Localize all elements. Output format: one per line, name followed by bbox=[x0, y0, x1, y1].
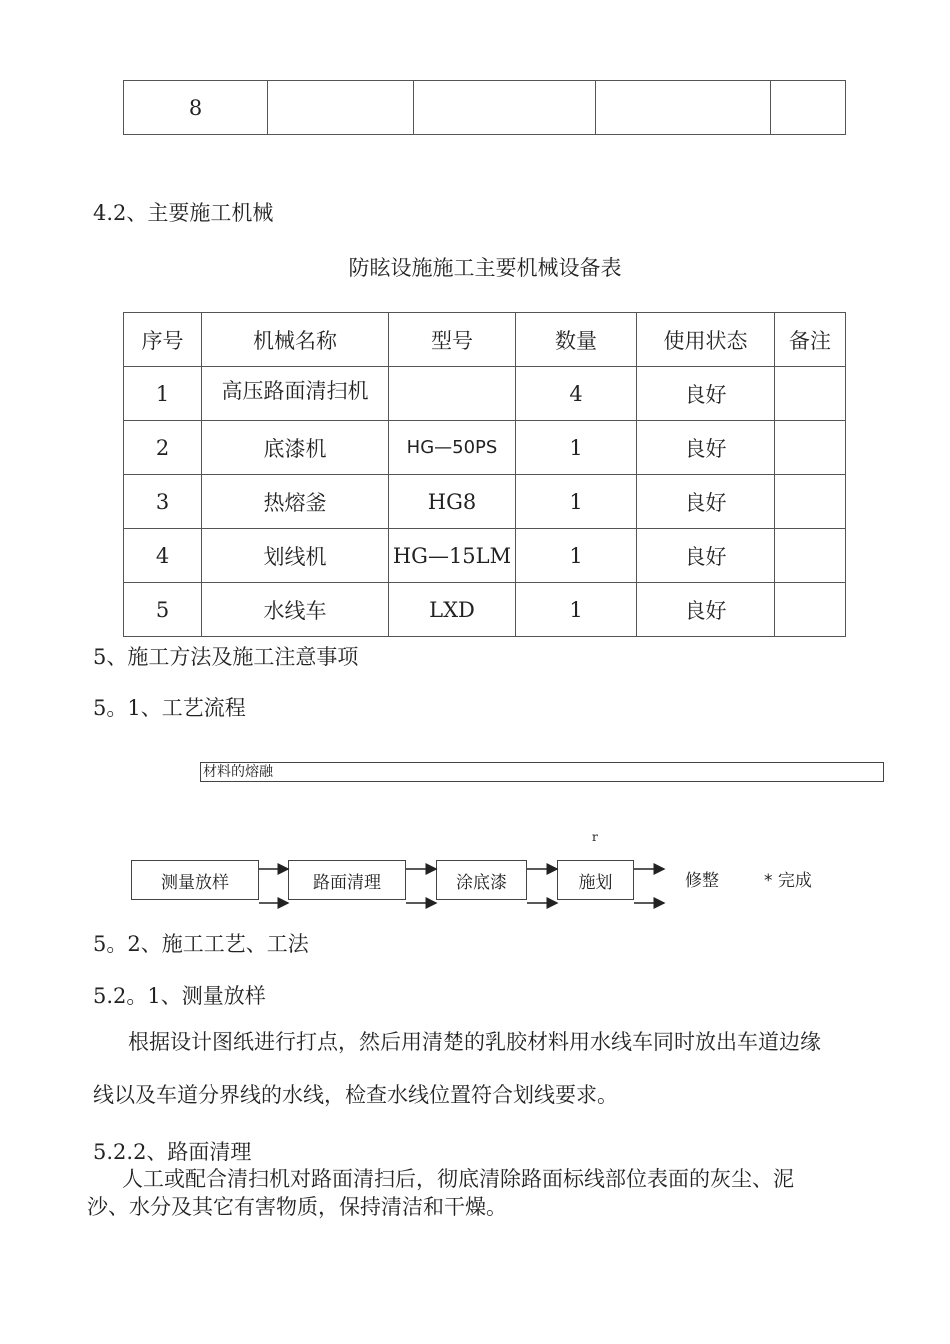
header-cell: 机械名称 bbox=[202, 313, 389, 367]
section-heading: 4.2、主要施工机械 bbox=[93, 201, 274, 225]
row-name: 高压路面清扫机 bbox=[202, 367, 389, 421]
row-no: 3 bbox=[124, 475, 202, 529]
row-status: 良好 bbox=[637, 421, 775, 475]
section-heading: 5。2、施工工艺、工法 bbox=[93, 932, 309, 956]
paragraph-line: 沙、水分及其它有害物质，保持清洁和干燥。 bbox=[87, 1195, 507, 1219]
row-status: 良好 bbox=[637, 367, 775, 421]
row-name: 热熔釜 bbox=[202, 475, 389, 529]
flow-step-survey: 测量放样 bbox=[131, 860, 259, 900]
row-model: HG—15LM bbox=[389, 529, 516, 583]
flow-step-cleaning: 路面清理 bbox=[288, 860, 406, 900]
flow-mark: r bbox=[592, 830, 598, 844]
section-heading: 5.2.2、路面清理 bbox=[93, 1140, 252, 1164]
row-no: 4 bbox=[124, 529, 202, 583]
section-heading: 5、施工方法及施工注意事项 bbox=[93, 645, 359, 669]
flow-step-primer: 涂底漆 bbox=[436, 860, 527, 900]
row-qty: 1 bbox=[516, 529, 637, 583]
paragraph-line: 根据设计图纸进行打点，然后用清楚的乳胶材料用水线车同时放出车道边缘 bbox=[128, 1030, 821, 1054]
row-status: 良好 bbox=[637, 529, 775, 583]
row-qty: 1 bbox=[516, 475, 637, 529]
flow-tail-trim: 修整 bbox=[685, 871, 719, 891]
header-cell: 备注 bbox=[775, 313, 846, 367]
row-no: 5 bbox=[124, 583, 202, 637]
row-qty: 1 bbox=[516, 583, 637, 637]
section-heading: 5。1、工艺流程 bbox=[93, 696, 246, 720]
row-model: HG—50PS bbox=[389, 421, 516, 475]
flow-step-marking: 施划 bbox=[557, 860, 634, 900]
row-name: 水线车 bbox=[202, 583, 389, 637]
row-name: 划线机 bbox=[202, 529, 389, 583]
row-model: LXD bbox=[389, 583, 516, 637]
row-name: 底漆机 bbox=[202, 421, 389, 475]
section-heading: 5.2。1、测量放样 bbox=[93, 984, 266, 1008]
row-no: 1 bbox=[124, 367, 202, 421]
row-no: 2 bbox=[124, 421, 202, 475]
header-cell: 数量 bbox=[516, 313, 637, 367]
paragraph-line: 人工或配合清扫机对路面清扫后，彻底清除路面标线部位表面的灰尘、泥 bbox=[122, 1167, 794, 1191]
row-model: HG8 bbox=[389, 475, 516, 529]
table-cell: 8 bbox=[124, 81, 268, 135]
header-cell: 使用状态 bbox=[637, 313, 775, 367]
table-title: 防眩设施施工主要机械设备表 bbox=[348, 256, 622, 280]
row-status: 良好 bbox=[637, 583, 775, 637]
header-cell: 序号 bbox=[124, 313, 202, 367]
flow-tail-done: * 完成 bbox=[764, 871, 812, 891]
paragraph-line: 线以及车道分界线的水线，检查水线位置符合划线要求。 bbox=[93, 1083, 618, 1107]
row-qty: 1 bbox=[516, 421, 637, 475]
header-cell: 型号 bbox=[389, 313, 516, 367]
flow-top-box: 材料的熔融 bbox=[200, 762, 884, 782]
row-status: 良好 bbox=[637, 475, 775, 529]
row-qty: 4 bbox=[516, 367, 637, 421]
